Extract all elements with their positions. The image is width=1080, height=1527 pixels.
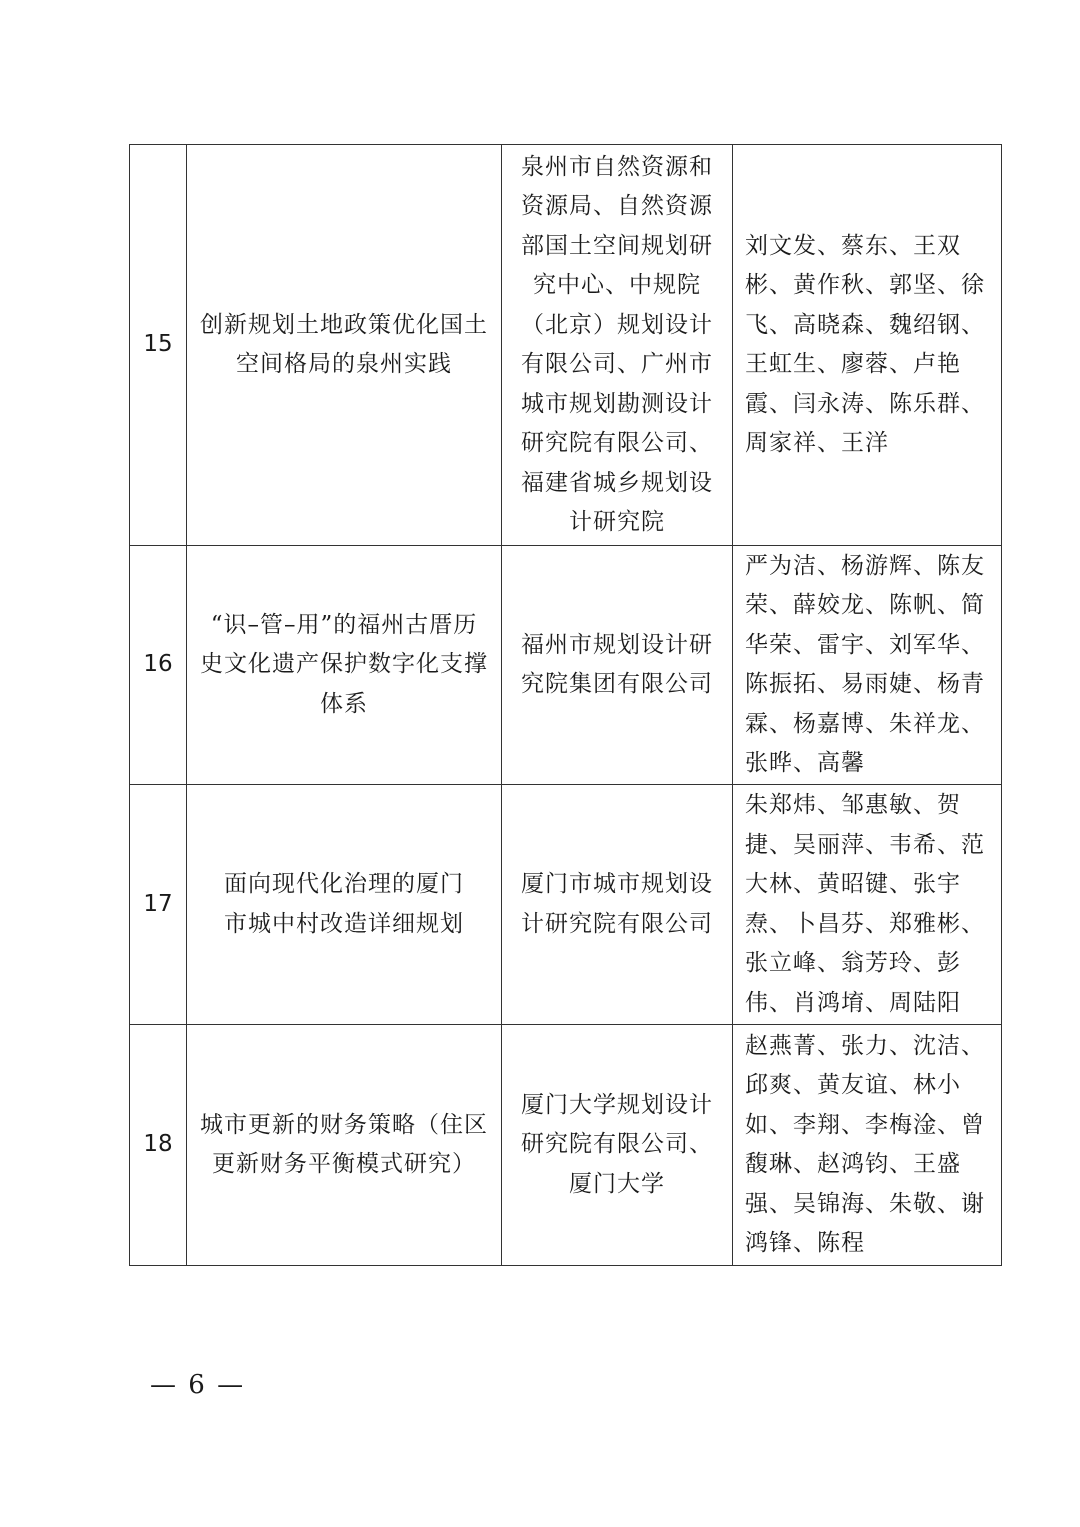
page-number: — 6 —: [150, 1370, 246, 1400]
row-number: 16: [130, 546, 187, 785]
project-title: 创新规划土地政策优化国土空间格局的泉州实践: [187, 145, 502, 546]
participants: 严为洁、杨游辉、陈友荣、薛姣龙、陈帆、简华荣、雷宇、刘军华、陈振拓、易雨婕、杨青霖、杨嘉博、朱祥龙、张晔、高馨: [733, 546, 1002, 785]
table-row: [130, 145, 1002, 546]
table-row: [130, 785, 1002, 1025]
row-number: 18: [130, 1025, 187, 1266]
organization: 厦门大学规划设计研究院有限公司、厦门大学: [502, 1025, 733, 1266]
row-number: 15: [130, 145, 187, 546]
table-row: [130, 1025, 1002, 1266]
organization: 泉州市自然资源和资源局、自然资源部国土空间规划研究中心、中规院（北京）规划设计有限公司、广州市城市规划勘测设计研究院有限公司、福建省城乡规划设计研究院: [502, 145, 733, 546]
organization: 福州市规划设计研究院集团有限公司: [502, 546, 733, 785]
participants: 赵燕菁、张力、沈洁、邱爽、黄友谊、林小如、李翔、李梅淦、曾馥琳、赵鸿钧、王盛强、吴锦海、朱敬、谢鸿锋、陈程: [733, 1025, 1002, 1266]
participants: 朱郑炜、邹惠敏、贺捷、吴丽萍、韦希、范大林、黄昭键、张宇焘、卜昌芬、郑雅彬、张立峰、翁芳玲、彭伟、肖鸿堉、周陆阳: [733, 785, 1002, 1025]
table-row: [130, 546, 1002, 785]
awards-table: [129, 144, 1002, 1266]
organization: 厦门市城市规划设计研究院有限公司: [502, 785, 733, 1025]
project-title: 面向现代化治理的厦门市城中村改造详细规划: [187, 785, 502, 1025]
project-title: 城市更新的财务策略（住区更新财务平衡模式研究）: [187, 1025, 502, 1266]
project-title: “识–管–用”的福州古厝历史文化遗产保护数字化支撑体系: [187, 546, 502, 785]
row-number: 17: [130, 785, 187, 1025]
participants: 刘文发、蔡东、王双彬、黄作秋、郭坚、徐飞、高晓森、魏绍钢、王虹生、廖蓉、卢艳霞、闫永涛、陈乐群、周家祥、王洋: [733, 145, 1002, 546]
